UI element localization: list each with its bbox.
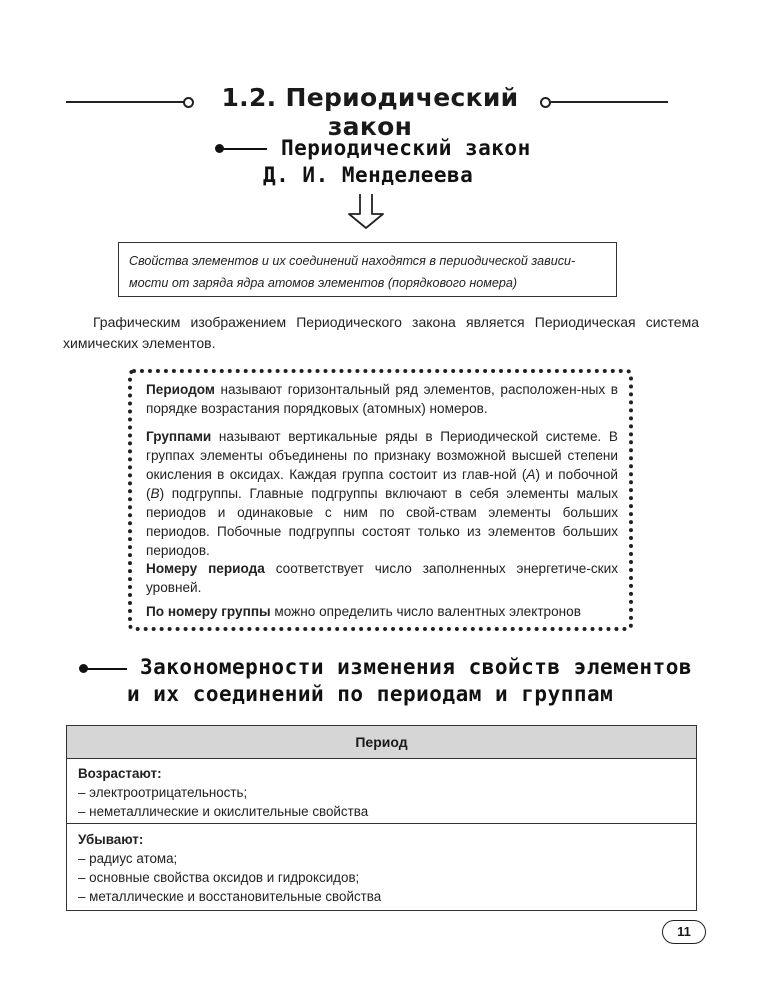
definition-period-number-text: соответствует число заполненных энергетиче-ских уровней. [146,561,618,595]
down-arrow-icon [344,192,388,230]
section-rule-right-dot [540,97,551,108]
page-number: 11 [662,920,706,944]
period-table [66,725,697,911]
subgroup-b-letter: В [150,486,160,501]
definition-period [146,380,618,418]
definition-period-number [146,559,618,597]
increase-item: – электроотрицательность; [78,785,248,800]
term-group-number: По номеру группы [146,604,271,619]
term-period-number: Номеру периода [146,561,265,576]
definition-groups-text-1: называют вертикальные ряды в Периодической системе. В группах элементы объединены по признаку возможной высшей степени окисления в оксидах. Каждая группа состоит из глав-ной ( [146,429,618,482]
law-box [118,242,617,297]
heading1-line2: Д. И. Менделеева [263,163,474,187]
decrease-item: – радиус атома; [78,851,178,866]
heading2-line1: Закономерности изменения свойств элементов [140,655,693,679]
definition-groups-text-2: ) и побочной ( [146,467,619,501]
decrease-label: Убывают: [78,832,144,847]
term-groups: Группами [146,429,212,444]
section-rule-left [66,101,184,103]
heading1-rule [223,148,267,150]
definition-group-number-text: можно определить число валентных электронов [270,604,581,619]
decrease-item: – основные свойства оксидов и гидроксидов; [78,870,360,885]
intro-paragraph: Графическим изображением Периодического закона является Периодическая система химических элементов. [63,314,699,351]
section-title: 1.2. Периодический закон [221,83,519,141]
decrease-item: – металлические и восстановительные свойства [78,889,382,904]
increase-label: Возрастают: [78,766,162,781]
decrease-cell [78,830,381,906]
period-table-header: Период [67,726,696,759]
subgroup-a-letter: А [526,467,536,482]
increase-item: – неметаллические и окислительные свойства [78,804,369,819]
section-rule-left-dot [183,97,194,108]
law-line-1: Свойства элементов и их соединений находятся в периодической зависи- [129,254,576,268]
term-period: Периодом [146,382,215,397]
heading2-rule [87,668,127,670]
definition-group-number [146,602,618,621]
definition-period-text: называют горизонтальный ряд элементов, расположен-ных в порядке возрастания порядковых (атомных) номеров. [146,382,618,416]
definition-groups-text-3: ) подгруппы. Главные подгруппы включают в себя элементы малых периодов и одинаковые с ним по свой-ствам элементы больших периодов. Побочные подгруппы состоят только из элементов больших периодов. [146,486,618,558]
increase-cell [78,764,368,821]
law-line-2: мости от заряда ядра атомов элементов (порядкового номера) [129,276,518,290]
table-row-divider [67,823,696,824]
section-rule-right [551,101,668,103]
heading2-line2: и их соединений по периодам и группам [127,682,614,706]
definition-groups [146,427,618,560]
heading1-line1: Периодический закон [281,136,531,160]
